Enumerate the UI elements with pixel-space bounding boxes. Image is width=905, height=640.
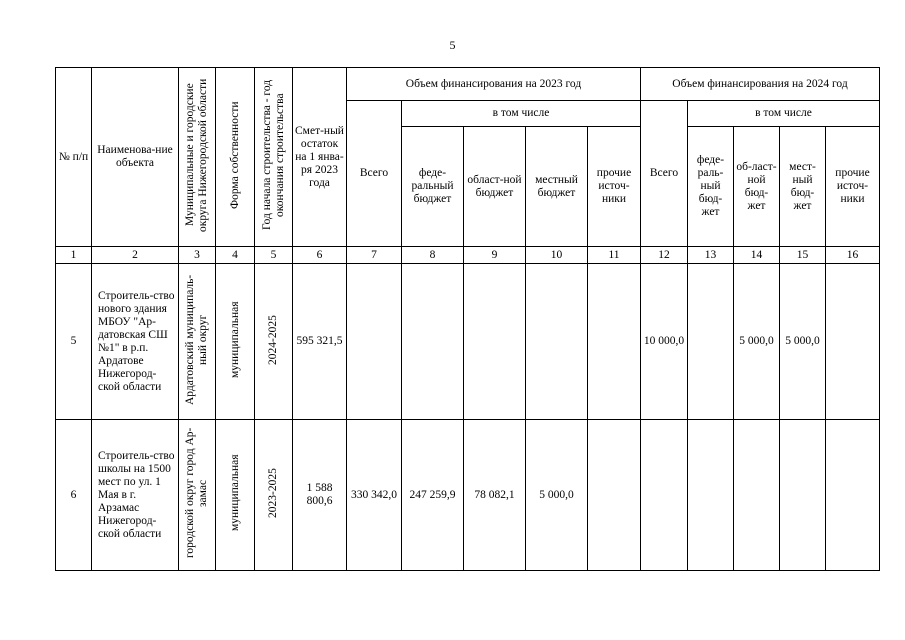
header-years: Год начала строительства - год окончания строительства <box>255 68 293 247</box>
years-cell: 2023-2025 <box>255 420 293 571</box>
local-2023-cell <box>526 264 588 420</box>
header-federal-2024: феде-раль-ный бюд-жет <box>688 127 734 247</box>
years-cell: 2024-2025 <box>255 264 293 420</box>
header-row-1 <box>56 68 880 101</box>
column-number: 1 <box>56 247 92 264</box>
column-number: 15 <box>780 247 826 264</box>
total-2024-cell <box>641 420 688 571</box>
local-2024-cell: 5 000,0 <box>780 264 826 420</box>
header-other-2024: прочие источ-ники <box>826 127 880 247</box>
column-number: 6 <box>293 247 347 264</box>
header-federal-2023: феде-ральный бюджет <box>402 127 464 247</box>
object-name: Строитель-ство школы на 1500 мест по ул. 1 Мая в г. Арзамас Нижегород-ской области <box>92 420 179 571</box>
federal-2023-cell <box>402 264 464 420</box>
header-total-2024: Всего <box>641 101 688 247</box>
regional-2024-cell <box>734 420 780 571</box>
federal-2024-cell <box>688 264 734 420</box>
header-local-2023: местный бюджет <box>526 127 588 247</box>
header-object-name: Наименова-ние объекта <box>92 68 179 247</box>
header-including-2024: в том числе <box>688 101 880 127</box>
financing-table <box>55 67 880 571</box>
other-2023-cell <box>588 420 641 571</box>
remainder-cell: 595 321,5 <box>293 264 347 420</box>
column-number: 8 <box>402 247 464 264</box>
regional-2024-cell: 5 000,0 <box>734 264 780 420</box>
column-number: 12 <box>641 247 688 264</box>
column-number: 9 <box>464 247 526 264</box>
local-2024-cell <box>780 420 826 571</box>
object-name: Строитель-ство нового здания МБОУ "Ар-датовская СШ №1" в р.п. Ардатове Нижегород-ской области <box>92 264 179 420</box>
row-number: 6 <box>56 420 92 571</box>
header-district: Муниципальные и городские округа Нижегородской области <box>179 68 216 247</box>
table-row <box>56 264 880 420</box>
column-number: 16 <box>826 247 880 264</box>
header-fin-2024: Объем финансирования на 2024 год <box>641 68 880 101</box>
column-number: 3 <box>179 247 216 264</box>
header-fin-2023: Объем финансирования на 2023 год <box>347 68 641 101</box>
column-number: 2 <box>92 247 179 264</box>
regional-2023-cell <box>464 264 526 420</box>
page-number: 5 <box>449 38 456 52</box>
ownership-cell: муниципальная <box>216 264 255 420</box>
column-number: 14 <box>734 247 780 264</box>
federal-2024-cell <box>688 420 734 571</box>
other-2024-cell <box>826 264 880 420</box>
federal-2023-cell: 247 259,9 <box>402 420 464 571</box>
other-2024-cell <box>826 420 880 571</box>
header-total-2023: Всего <box>347 101 402 247</box>
header-regional-2024: об-ласт-ной бюд-жет <box>734 127 780 247</box>
column-number: 11 <box>588 247 641 264</box>
row-number: 5 <box>56 264 92 420</box>
other-2023-cell <box>588 264 641 420</box>
regional-2023-cell: 78 082,1 <box>464 420 526 571</box>
district-cell: Ардатовский муниципаль-ный округ <box>179 264 216 420</box>
total-2023-cell <box>347 264 402 420</box>
header-other-2023: прочие источ-ники <box>588 127 641 247</box>
column-number-row <box>56 247 880 264</box>
ownership-cell: муниципальная <box>216 420 255 571</box>
total-2024-cell: 10 000,0 <box>641 264 688 420</box>
header-remainder: Смет-ный остаток на 1 янва-ря 2023 года <box>293 68 347 247</box>
remainder-cell: 1 588 800,6 <box>293 420 347 571</box>
local-2023-cell: 5 000,0 <box>526 420 588 571</box>
header-ownership: Форма собственности <box>216 68 255 247</box>
column-number: 13 <box>688 247 734 264</box>
column-number: 7 <box>347 247 402 264</box>
header-including-2023: в том числе <box>402 101 641 127</box>
table-row <box>56 420 880 571</box>
district-cell: городской округ город Ар-замас <box>179 420 216 571</box>
column-number: 10 <box>526 247 588 264</box>
header-local-2024: мест-ный бюд-жет <box>780 127 826 247</box>
total-2023-cell: 330 342,0 <box>347 420 402 571</box>
column-number: 4 <box>216 247 255 264</box>
column-number: 5 <box>255 247 293 264</box>
header-regional-2023: област-ной бюджет <box>464 127 526 247</box>
header-number: № п/п <box>56 68 92 247</box>
